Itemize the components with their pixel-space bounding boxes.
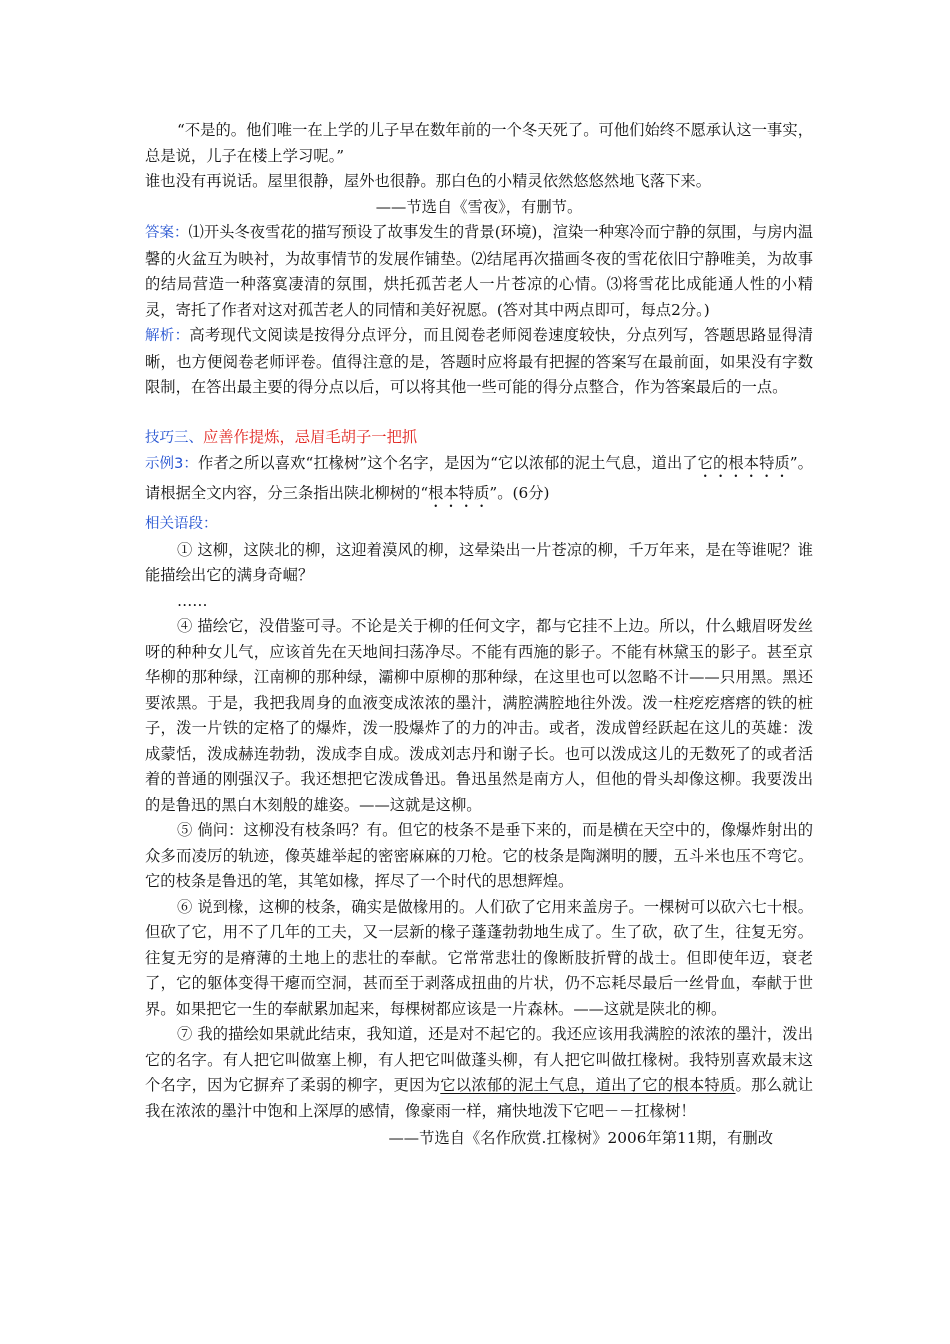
answer-text: ⑴开头冬夜雪花的描写预设了故事发生的背景(环境)，渲染一种寒冷而宁静的氛围，与房内温馨的火盆互为映衬，为故事情节的发展作铺垫。⑵结尾再次描画冬夜的雪花依旧宁静唯美，为故事的结局营造一种落寞凄清的氛围，烘托孤苦老人一片苍凉的心情。⑶将雪花比成能通人性的小精灵，寄托了作者对这对孤苦老人的同情和美好祝愿。(答对其中两点即可，每点2分。) <box>145 223 813 319</box>
example-question: 示例3：作者之所以喜欢“扛椽树”这个名字，是因为“它以浓郁的泥土气息，道出了它的根本特质”。请根据全文内容，分三条指出陕北柳树的“根本特质”。(6分) <box>145 454 813 502</box>
analysis-text: 高考现代文阅读是按得分点评分，而且阅卷老师阅卷速度较快，分点列写，答题思路显得清晰，也方便阅卷老师评卷。值得注意的是，答题时应将最有把握的答案写在最前面，如果没有字数限制，在答出最主要的得分点以后，可以将其他一些可能的得分点整合，作为答案最后的一点。 <box>145 326 813 396</box>
analysis-block <box>145 323 813 401</box>
emphasized-text: 根本特质 <box>428 484 490 502</box>
answer-label: 答案： <box>145 225 189 241</box>
passage-paragraph-5: ⑤ 倘问：这柳没有枝条吗？有。但它的枝条不是垂下来的，而是横在天空中的，像爆炸射出的众多而凌厉的轨迹，像英雄举起的密密麻麻的刀枪。它的枝条是陶渊明的腰，五斗米也压不弯它。它的枝条是鲁迅的笔，其笔如椽，挥尽了一个时代的思想辉煌。 <box>145 821 813 890</box>
emphasized-text: 它的根本特质 <box>697 454 790 472</box>
related-label: 相关语段： <box>145 516 218 532</box>
answer-block <box>145 220 813 323</box>
passage-ellipsis: …… <box>177 591 208 610</box>
passage-paragraph-6: ⑥ 说到椽，这柳的枝条，确实是做椽用的。人们砍了它用来盖房子。一棵树可以砍六七十根。但砍了它，用不了几年的工夫，又一层新的椽子蓬蓬勃勃地生成了。生了砍，砍了生，往复无穷。往复无穷的是瘠薄的土地上的悲壮的奉献。它常常悲壮的像断肢折臂的战士。但即使年迈，衰老了，它的躯体变得干瘪而空洞，甚而至于剥落成扭曲的片状，仍不忘耗尽最后一丝骨血，奉献于世界。如果把它一生的奉献累加起来，每棵树都应该是一片森林。——这就是陕北的柳。 <box>145 897 813 1018</box>
story-paragraph: 谁也没有再说话。屋里很静，屋外也很静。那白色的小精灵依然悠悠然地飞落下来。 <box>145 172 711 190</box>
story-source: ——节选自《雪夜》，有删节。 <box>375 197 583 216</box>
related-passage-heading <box>145 511 813 538</box>
passage-paragraph-1: ① 这柳，这陕北的柳，这迎着漠风的柳，这晕染出一片苍凉的柳，千万年来，是在等谁呢？谁能描绘出它的满身奇崛？ <box>145 540 813 584</box>
passage-source: ——节选自《名作欣赏.扛椽树》2006年第11期，有删改 <box>388 1129 773 1147</box>
tip-label: 技巧三、 <box>145 429 203 446</box>
document-page <box>145 118 813 1152</box>
story-paragraph: “不是的。他们唯一在上学的儿子早在数年前的一个冬天死了。可他们始终不愿承认这一事实，总是说，儿子在楼上学习呢。” <box>145 121 813 165</box>
tip-title: 应善作提炼，忌眉毛胡子一把抓 <box>203 427 418 446</box>
tip-heading <box>145 425 813 452</box>
example-label: 示例3： <box>145 456 198 472</box>
passage-paragraph-7: ⑦ 我的描绘如果就此结束，我知道，还是对不起它的。我还应该用我满腔的浓浓的墨汁，泼出它的名字。有人把它叫做塞上柳，有人把它叫做蓬头柳，有人把它叫做扛椽树。我特别喜欢最末这个名字，因为它摒弃了柔弱的柳字，更因为它以浓郁的泥土气息，道出了它的根本特质。那么就让我在浓浓的墨汁中饱和上深厚的感情，像豪雨一样，痛快地泼下它吧－－扛椽树！ <box>145 1025 813 1120</box>
underlined-text: 它以浓郁的泥土气息，道出了它的根本特质 <box>440 1076 736 1094</box>
analysis-label: 解析： <box>145 328 190 344</box>
passage-paragraph-4: ④ 描绘它，没借鉴可寻。不论是关于柳的任何文字，都与它挂不上边。所以，什么蛾眉呀发丝呀的种种女儿气，应该首先在天地间扫荡净尽。不能有西施的影子。不能有林黛玉的影子。甚至京华柳的那种绿，江南柳的那种绿，灞柳中原柳的那种绿，在这里也可以忽略不计——只用黑。黑还要浓黑。于是，我把我周身的血液变成浓浓的墨汁，满腔满腔地往外泼。泼一柱疙疙瘩瘩的铁的桩子，泼一片铁的定格了的爆炸，泼一股爆炸了的力的冲击。或者，泼成曾经跃起在这儿的英雄：泼成蒙恬，泼成赫连勃勃，泼成李自成。泼成刘志丹和谢子长。也可以泼成这儿的无数死了的或者活着的普通的刚强汉子。我还想把它泼成鲁迅。鲁迅虽然是南方人，但他的骨头却像这柳。我要泼出的是鲁迅的黑白木刻般的雄姿。——这就是这柳。 <box>145 617 813 814</box>
